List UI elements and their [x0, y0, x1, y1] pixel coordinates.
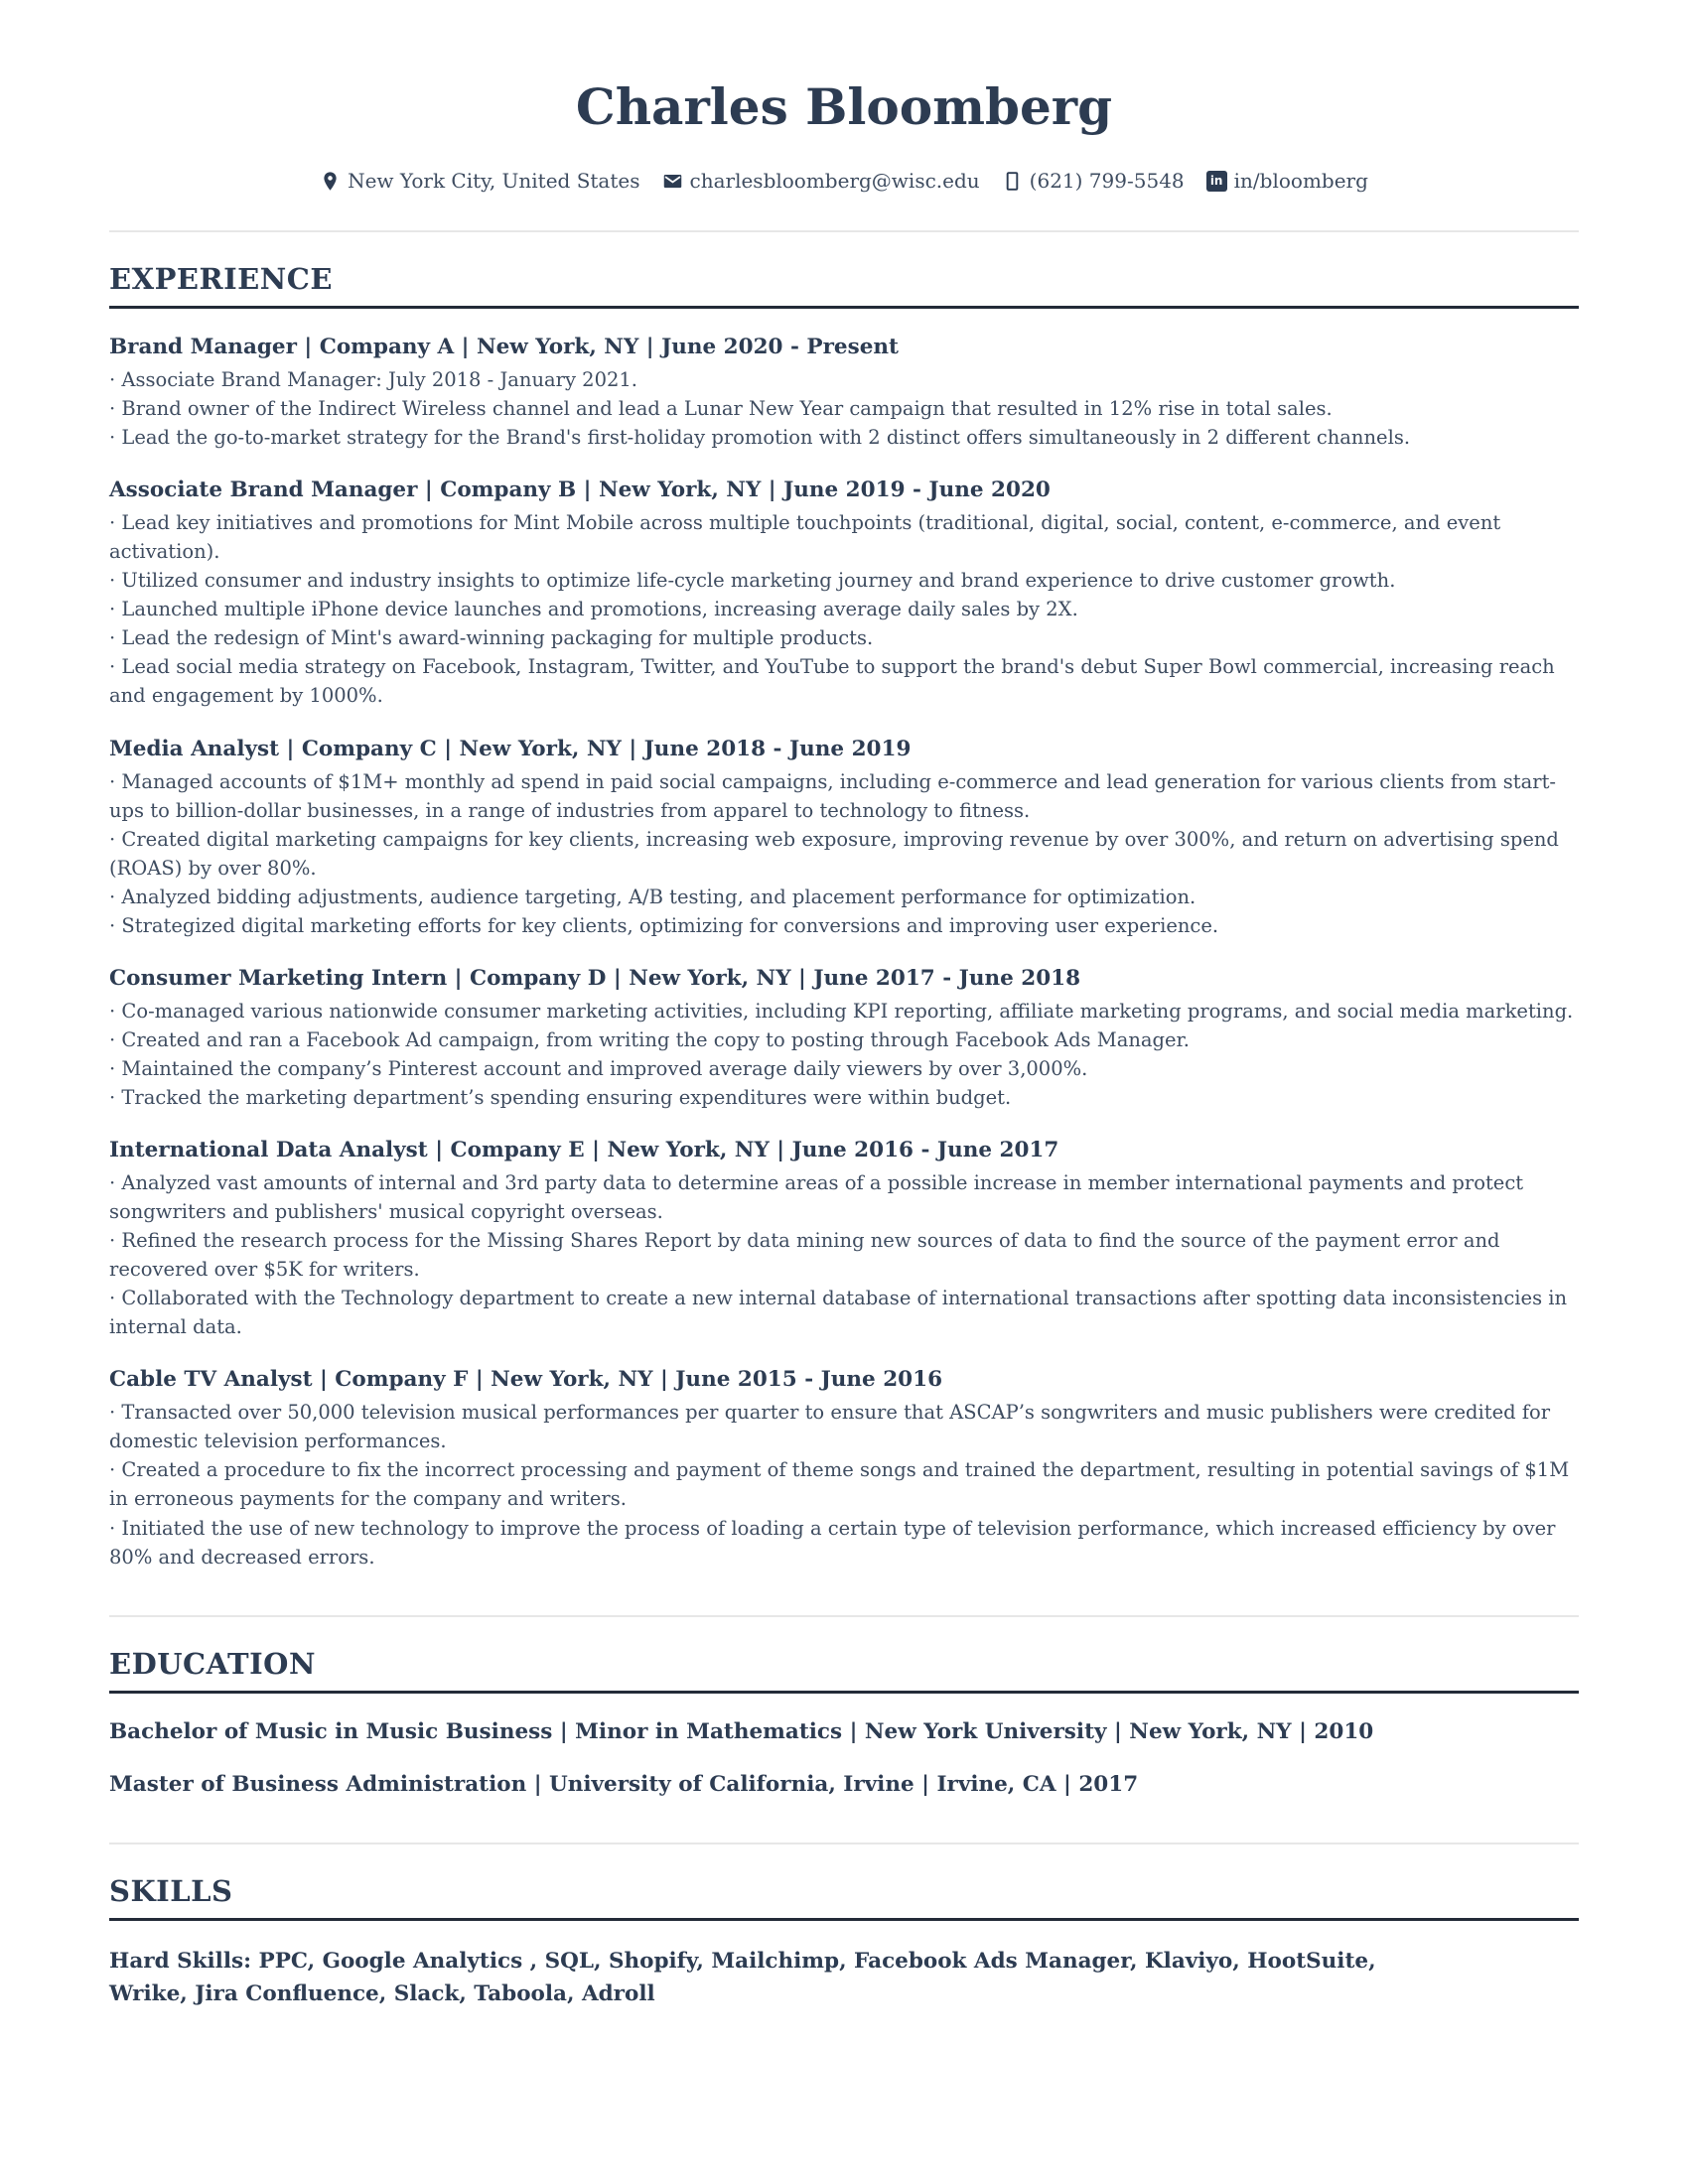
phone-icon	[1002, 171, 1023, 192]
job-bullet: · Associate Brand Manager: July 2018 - January 2021.	[109, 365, 1579, 394]
job-bullets	[109, 365, 1579, 452]
job-entry	[109, 1365, 1579, 1570]
email-text[interactable]: charlesbloomberg@wisc.edu	[689, 169, 980, 193]
job-heading: Associate Brand Manager | Company B | New York, NY | June 2019 - June 2020	[109, 478, 1051, 503]
job-bullet: · Maintained the company’s Pinterest account and improved average daily viewers by over 3,000%.	[109, 1054, 1579, 1083]
location-text: New York City, United States	[348, 169, 640, 193]
job-bullets	[109, 1398, 1579, 1570]
job-entry	[109, 333, 1579, 452]
resume-header	[109, 77, 1579, 193]
job-bullet: · Utilized consumer and industry insights to optimize life-cycle marketing journey and brand experience to drive customer growth.	[109, 566, 1579, 595]
skills-section-rule	[109, 1918, 1579, 1921]
experience-section-title: EXPERIENCE	[109, 262, 333, 296]
job-bullet: · Initiated the use of new technology to improve the process of loading a certain type of television performance, which increased efficiency by over 80% and decreased errors.	[109, 1514, 1579, 1571]
education-section	[109, 1647, 1579, 1799]
header-divider	[109, 230, 1579, 232]
contact-linkedin[interactable]	[1206, 169, 1368, 193]
job-bullet: · Lead the go-to-market strategy for the Brand's first-holiday promotion with 2 distinct offers simultaneously in 2 different channels.	[109, 423, 1579, 452]
job-bullet: · Created and ran a Facebook Ad campaign, from writing the copy to posting through Facebook Ads Manager.	[109, 1025, 1579, 1054]
contact-email[interactable]	[662, 169, 980, 193]
job-entry	[109, 964, 1579, 1112]
job-bullet: · Strategized digital marketing efforts for key clients, optimizing for conversions and improving user experience.	[109, 911, 1579, 940]
job-bullets	[109, 1168, 1579, 1341]
job-bullet: · Refined the research process for the Missing Shares Report by data mining new sources of data to find the source of the payment error and recovered over $5K for writers.	[109, 1226, 1579, 1284]
contact-location	[320, 169, 639, 193]
job-bullet: · Analyzed bidding adjustments, audience targeting, A/B testing, and placement performance for optimization.	[109, 883, 1579, 911]
education-section-rule	[109, 1691, 1579, 1694]
envelope-icon	[662, 171, 683, 192]
job-bullet: · Launched multiple iPhone device launches and promotions, increasing average daily sales by 2X.	[109, 595, 1579, 623]
job-bullets	[109, 997, 1579, 1112]
jobs-list	[109, 333, 1579, 1571]
degree-entry: Master of Business Administration | University of California, Irvine | Irvine, CA | 2017	[109, 1771, 1139, 1797]
job-bullet: · Collaborated with the Technology department to create a new internal database of international transactions after spotting data inconsistencies in internal data.	[109, 1284, 1579, 1341]
job-bullet: · Lead the redesign of Mint's award-winning packaging for multiple products.	[109, 623, 1579, 652]
skills-divider	[109, 1843, 1579, 1844]
job-heading: Consumer Marketing Intern | Company D | New York, NY | June 2017 - June 2018	[109, 965, 1081, 991]
job-heading: Media Analyst | Company C | New York, NY | June 2018 - June 2019	[109, 736, 912, 761]
job-bullet: · Co-managed various nationwide consumer marketing activities, including KPI reporting, affiliate marketing programs, and social media marketing.	[109, 997, 1579, 1025]
job-bullet: · Lead key initiatives and promotions for Mint Mobile across multiple touchpoints (traditional, digital, social, content, e-commerce, and event activation).	[109, 508, 1579, 566]
job-heading: International Data Analyst | Company E | New York, NY | June 2016 - June 2017	[109, 1138, 1059, 1162]
resume-document	[109, 0, 1579, 2010]
degrees-list	[109, 1717, 1579, 1799]
skills-section-title: SKILLS	[109, 1873, 233, 1908]
job-bullet: · Tracked the marketing department’s spending ensuring expenditures were within budget.	[109, 1083, 1579, 1112]
job-bullets	[109, 767, 1579, 940]
job-bullet: · Analyzed vast amounts of internal and 3rd party data to determine areas of a possible increase in member international payments and protect songwriters and publishers' musical copyright overseas.	[109, 1168, 1579, 1226]
job-bullet: · Created a procedure to fix the incorrect processing and payment of theme songs and trained the department, resulting in potential savings of $1M in erroneous payments for the company and writers.	[109, 1455, 1579, 1513]
candidate-name: Charles Bloomberg	[575, 77, 1113, 136]
job-bullet: · Brand owner of the Indirect Wireless channel and lead a Lunar New Year campaign that resulted in 12% rise in total sales.	[109, 394, 1579, 423]
job-bullet: · Lead social media strategy on Facebook, Instagram, Twitter, and YouTube to support the brand's debut Super Bowl commercial, increasing reach and engagement by 1000%.	[109, 652, 1579, 710]
degree-entry: Bachelor of Music in Music Business | Minor in Mathematics | New York University | New York, NY | 2010	[109, 1718, 1374, 1744]
contact-phone[interactable]	[1002, 169, 1185, 193]
map-pin-icon	[320, 171, 341, 192]
education-divider	[109, 1615, 1579, 1617]
job-bullet: · Managed accounts of $1M+ monthly ad spend in paid social campaigns, including e-commerce and lead generation for various clients from start-ups to billion-dollar businesses, in a range of industries from apparel to technology to fitness.	[109, 767, 1579, 825]
skills-section	[109, 1874, 1579, 2011]
job-entry	[109, 735, 1579, 940]
job-entry	[109, 1136, 1579, 1341]
job-heading: Brand Manager | Company A | New York, NY | June 2020 - Present	[109, 335, 899, 359]
linkedin-text[interactable]: in/bloomberg	[1233, 169, 1368, 193]
job-entry	[109, 476, 1579, 710]
experience-section	[109, 262, 1579, 1571]
contact-row	[109, 169, 1579, 193]
phone-text[interactable]: (621) 799-5548	[1029, 169, 1185, 193]
skills-text: Hard Skills: PPC, Google Analytics , SQL, Shopify, Mailchimp, Facebook Ads Manager, Klaviyo, HootSuite, Wrike, Jira Confluence, Slack, Taboola, Adroll	[109, 1948, 1376, 2006]
job-bullets	[109, 508, 1579, 710]
job-heading: Cable TV Analyst | Company F | New York, NY | June 2015 - June 2016	[109, 1367, 943, 1393]
education-section-title: EDUCATION	[109, 1646, 316, 1681]
linkedin-icon: in	[1206, 171, 1227, 192]
experience-section-rule	[109, 306, 1579, 309]
job-bullet: · Created digital marketing campaigns for key clients, increasing web exposure, improving revenue by over 300%, and return on advertising spend (ROAS) by over 80%.	[109, 825, 1579, 883]
job-bullet: · Transacted over 50,000 television musical performances per quarter to ensure that ASCAP’s songwriters and music publishers were credited for domestic television performances.	[109, 1398, 1579, 1455]
